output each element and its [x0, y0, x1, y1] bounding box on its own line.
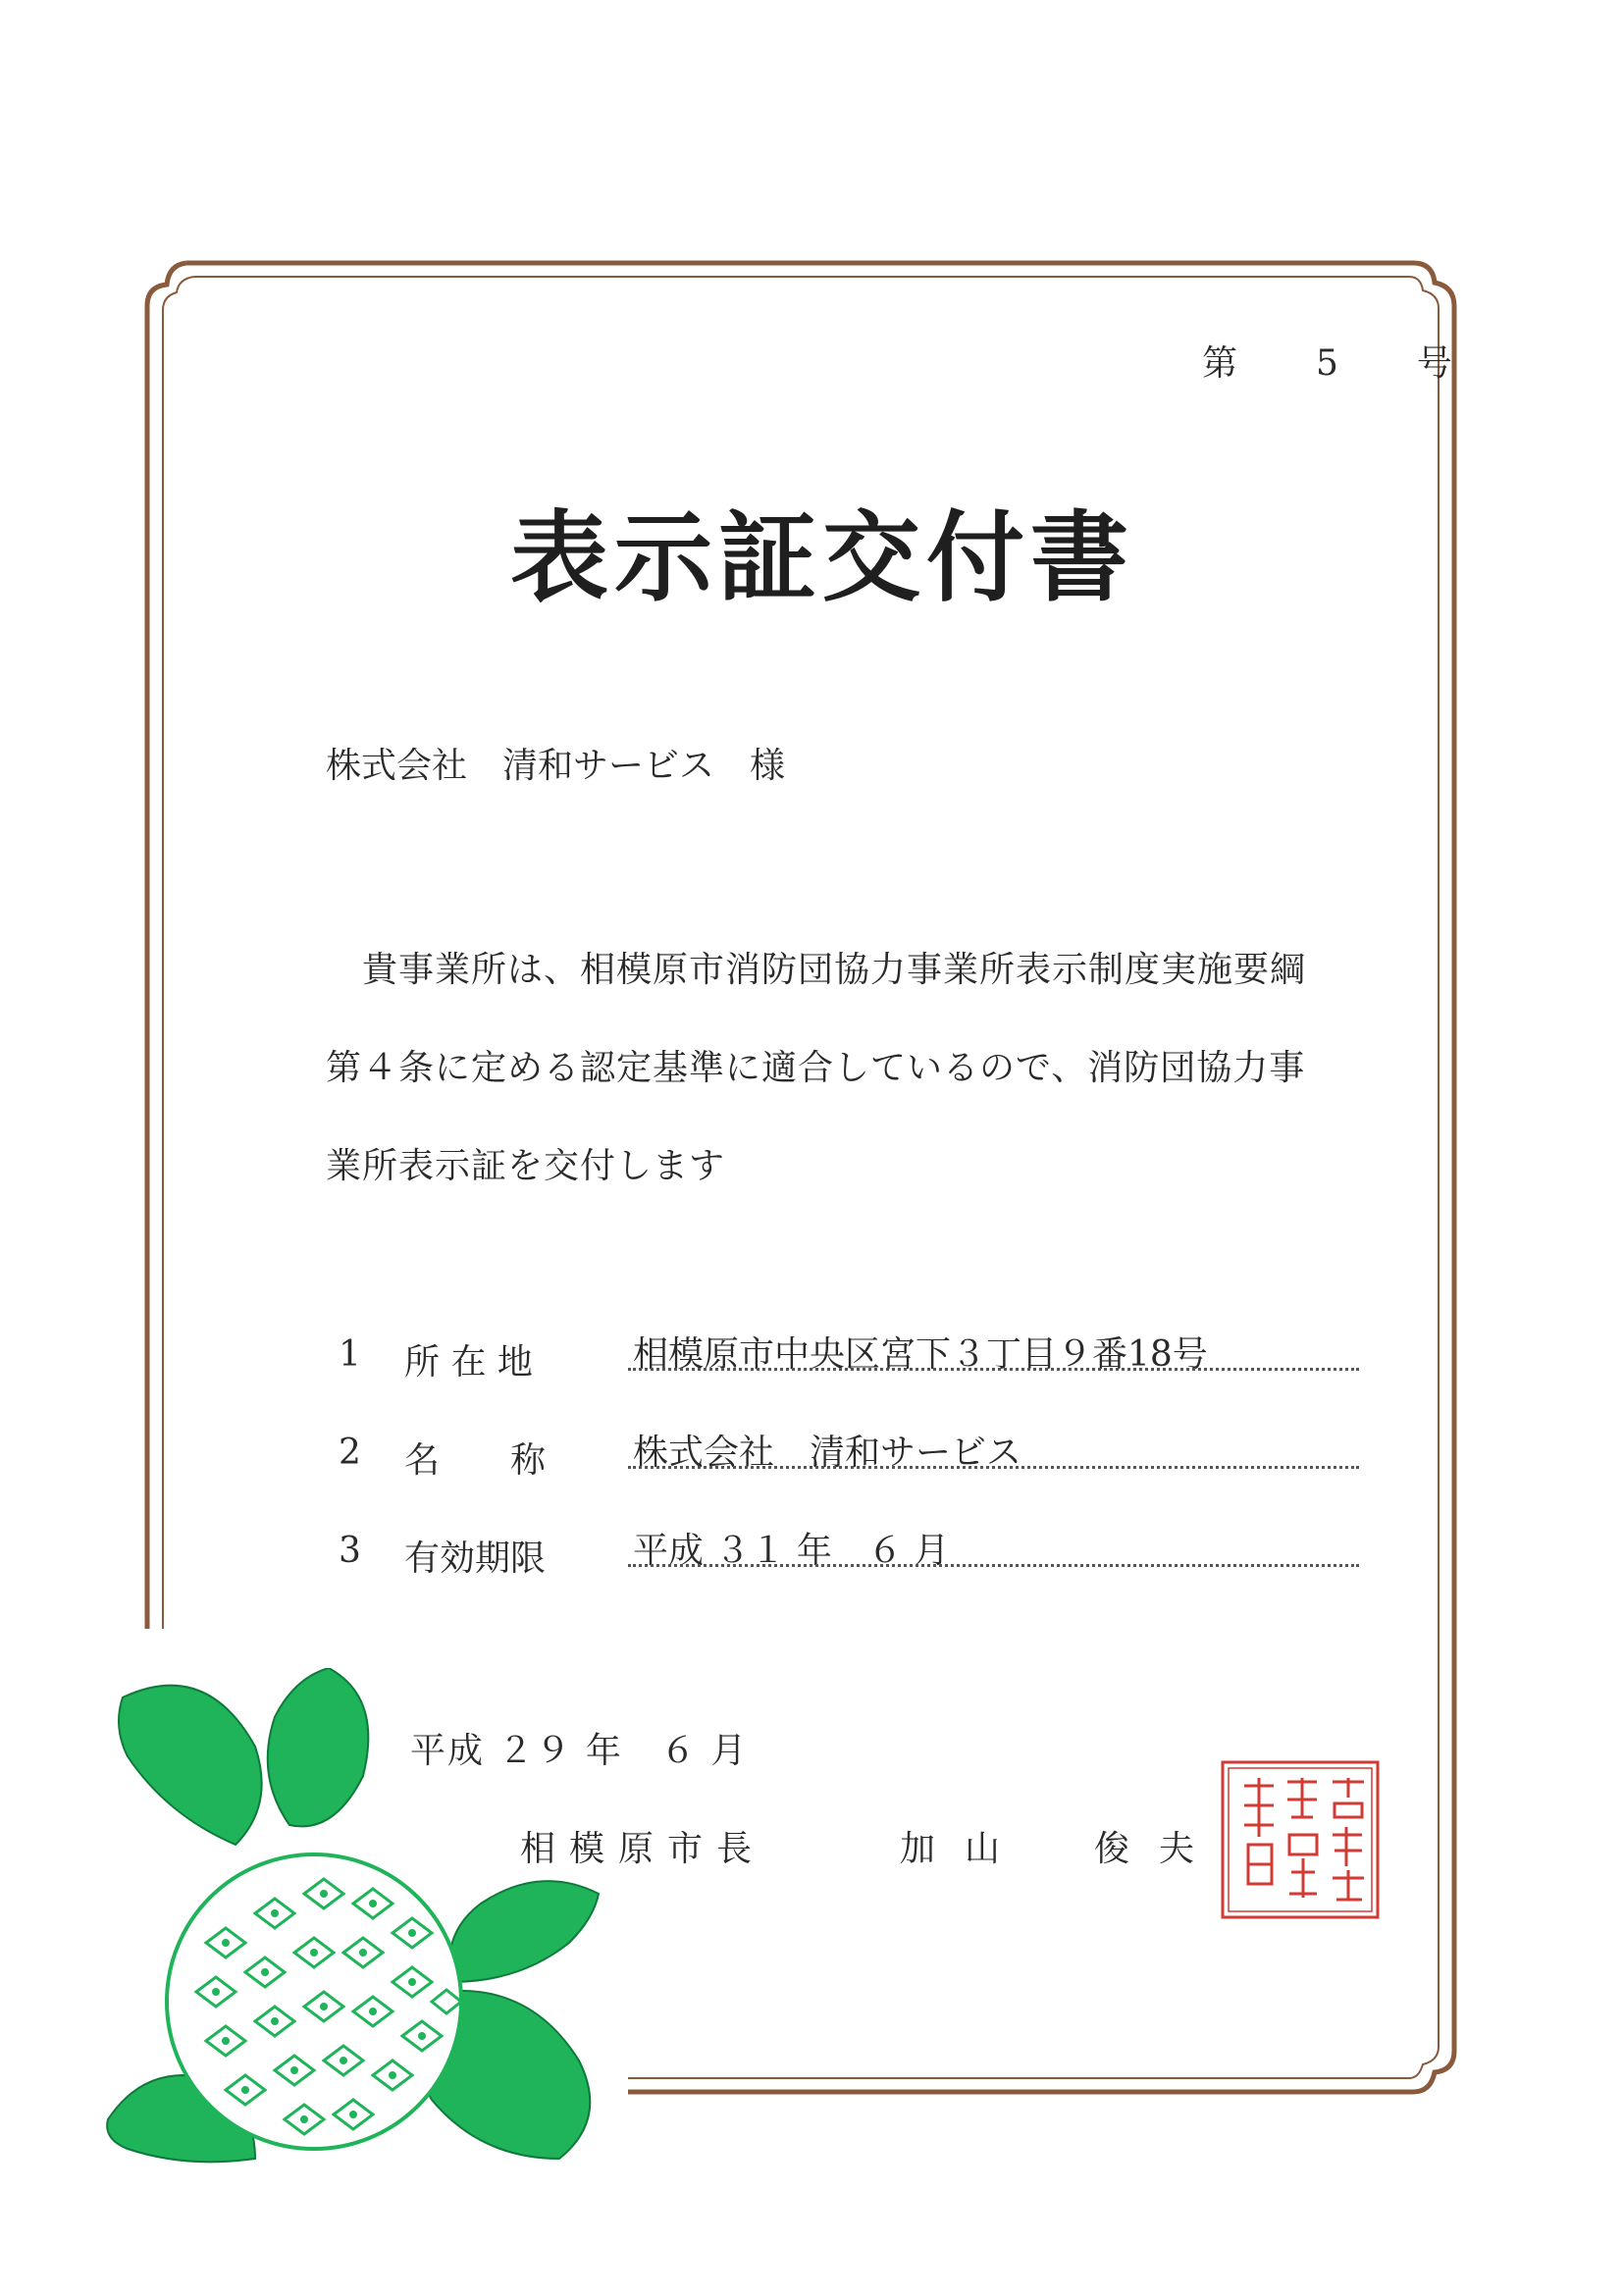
signer-title: 相模原市長 [520, 1829, 766, 1869]
certificate-number: 第 5 号 [1202, 343, 1474, 384]
item-value-expiry: 平成 ３１ 年 ６ 月 [633, 1531, 950, 1571]
item-label-name: 名 称 [404, 1440, 547, 1481]
item-number: 3 [339, 1531, 361, 1571]
document-title: 表示証交付書 [510, 499, 1134, 615]
item-value-address: 相模原市中央区宮下３丁目９番18号 [633, 1334, 1208, 1375]
body-text-line: 第４条に定める認定基準に適合しているので、消防団協力事 [326, 1048, 1306, 1088]
official-seal-icon [1217, 1756, 1384, 1923]
hydrangea-decoration-icon [88, 1668, 638, 2178]
item-number: 1 [339, 1334, 361, 1375]
item-value-name: 株式会社 清和サービス [633, 1433, 1022, 1473]
issue-date: 平成 ２９ 年 ６ 月 [410, 1731, 749, 1771]
dotted-underline [628, 1368, 1359, 1371]
signer-name: 加山 俊夫 [900, 1829, 1225, 1869]
item-label-address: 所 在 地 [404, 1342, 533, 1383]
item-label-expiry: 有効期限 [404, 1539, 547, 1579]
body-text-line: 業所表示証を交付します [326, 1146, 726, 1186]
recipient-name: 株式会社 清和サービス 様 [326, 746, 786, 786]
dotted-underline [628, 1466, 1359, 1469]
item-number: 2 [339, 1433, 361, 1473]
body-text-line: 貴事業所は、相模原市消防団協力事業所表示制度実施要綱 [326, 950, 1307, 990]
dotted-underline [628, 1564, 1359, 1567]
